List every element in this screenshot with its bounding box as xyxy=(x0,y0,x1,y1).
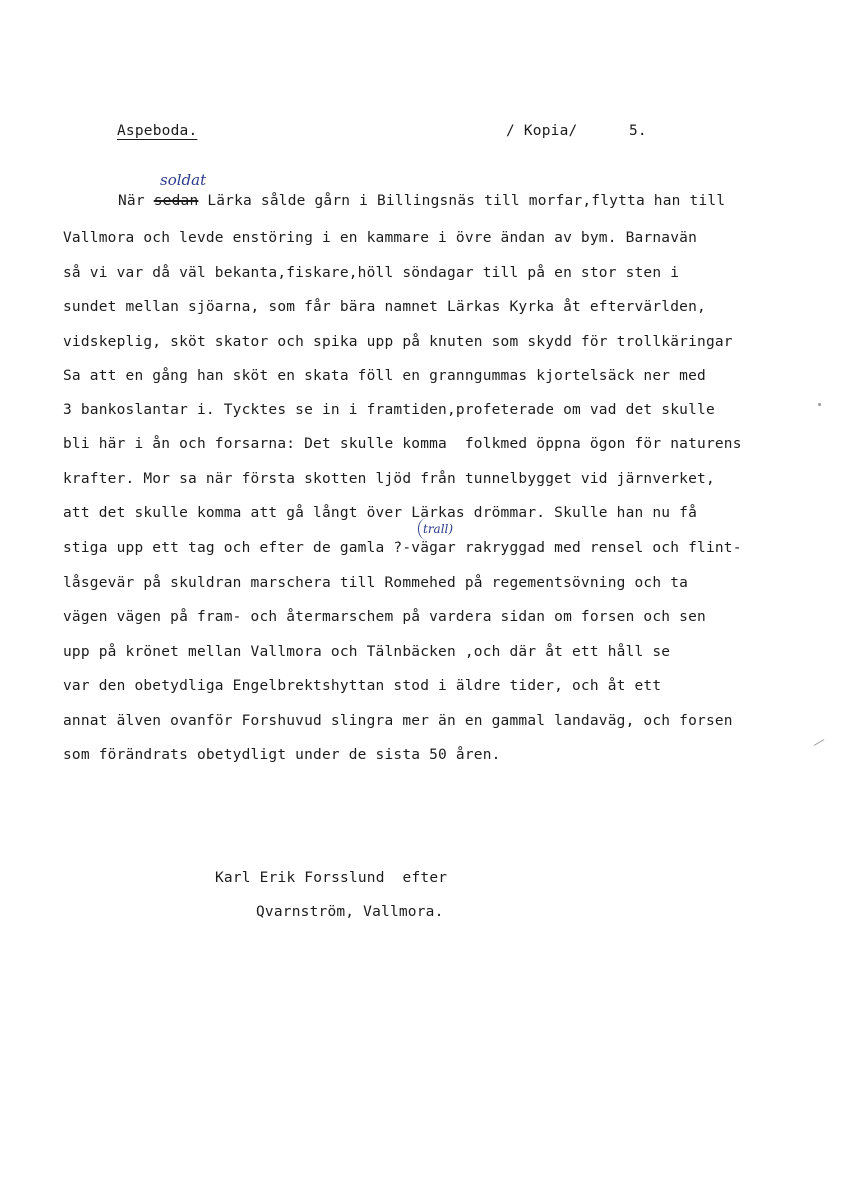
signature-author: Karl Erik Forsslund efter xyxy=(215,870,448,886)
page-speck xyxy=(814,739,825,746)
body-line: var den obetydliga Engelbrektshyttan stod i äldre tider, och åt ett xyxy=(63,678,662,694)
body-line: Vallmora och levde enstöring i en kammare i övre ändan av bym. Barnavän xyxy=(63,230,698,246)
page-speck xyxy=(818,403,821,406)
body-line: 3 bankoslantar i. Tycktes se in i framtiden,profeterade om vad det skulle xyxy=(63,402,715,418)
body-line: sundet mellan sjöarna, som får bära namnet Lärkas Kyrka åt eftervärlden, xyxy=(63,299,706,315)
body-line-1 xyxy=(118,191,725,211)
signature-source: Qvarnström, Vallmora. xyxy=(256,904,444,920)
body-line: låsgevär på skuldran marschera till Rommehed på regementsövning och ta xyxy=(63,575,689,591)
handwritten-correction-trall: trall) xyxy=(423,522,454,536)
body-line-1-pre: När xyxy=(118,193,154,209)
copy-label: / Kopia/ xyxy=(506,123,578,139)
body-line: att det skulle komma att gå långt över Lärkas drömmar. Skulle han nu få xyxy=(63,505,698,521)
body-line-1-post: Lärka sålde gårn i Billingsnäs till morfar,flytta han till xyxy=(198,193,726,209)
body-line: Sa att en gång han sköt en skata föll en granngummas kjortelsäck ner med xyxy=(63,368,706,384)
body-line: annat älven ovanför Forshuvud slingra mer än en gammal landaväg, och forsen xyxy=(63,713,733,729)
handwritten-correction-soldat: soldat xyxy=(160,171,207,189)
place-heading: Aspeboda. xyxy=(117,123,198,139)
body-line: krafter. Mor sa när första skotten ljöd från tunnelbygget vid järnverket, xyxy=(63,471,715,487)
struck-word: sedan xyxy=(153,193,199,209)
body-line: stiga upp ett tag och efter de gamla ?-vägar rakryggad med rensel och flint- xyxy=(63,540,742,556)
page-number: 5. xyxy=(629,123,647,139)
body-line: vägen vägen på fram- och återmarschem på vardera sidan om forsen och sen xyxy=(63,609,706,625)
body-line: så vi var då väl bekanta,fiskare,höll söndagar till på en stor sten i xyxy=(63,265,680,281)
body-line: upp på krönet mellan Vallmora och Tälnbäcken ,och där åt ett håll se xyxy=(63,644,671,660)
body-line: vidskeplig, sköt skator och spika upp på knuten som skydd för trollkäringar xyxy=(63,334,733,350)
body-line: bli här i ån och forsarna: Det skulle komma folkmed öppna ögon för naturens xyxy=(63,436,742,452)
body-line: som förändrats obetydligt under de sista 50 åren. xyxy=(63,747,501,763)
